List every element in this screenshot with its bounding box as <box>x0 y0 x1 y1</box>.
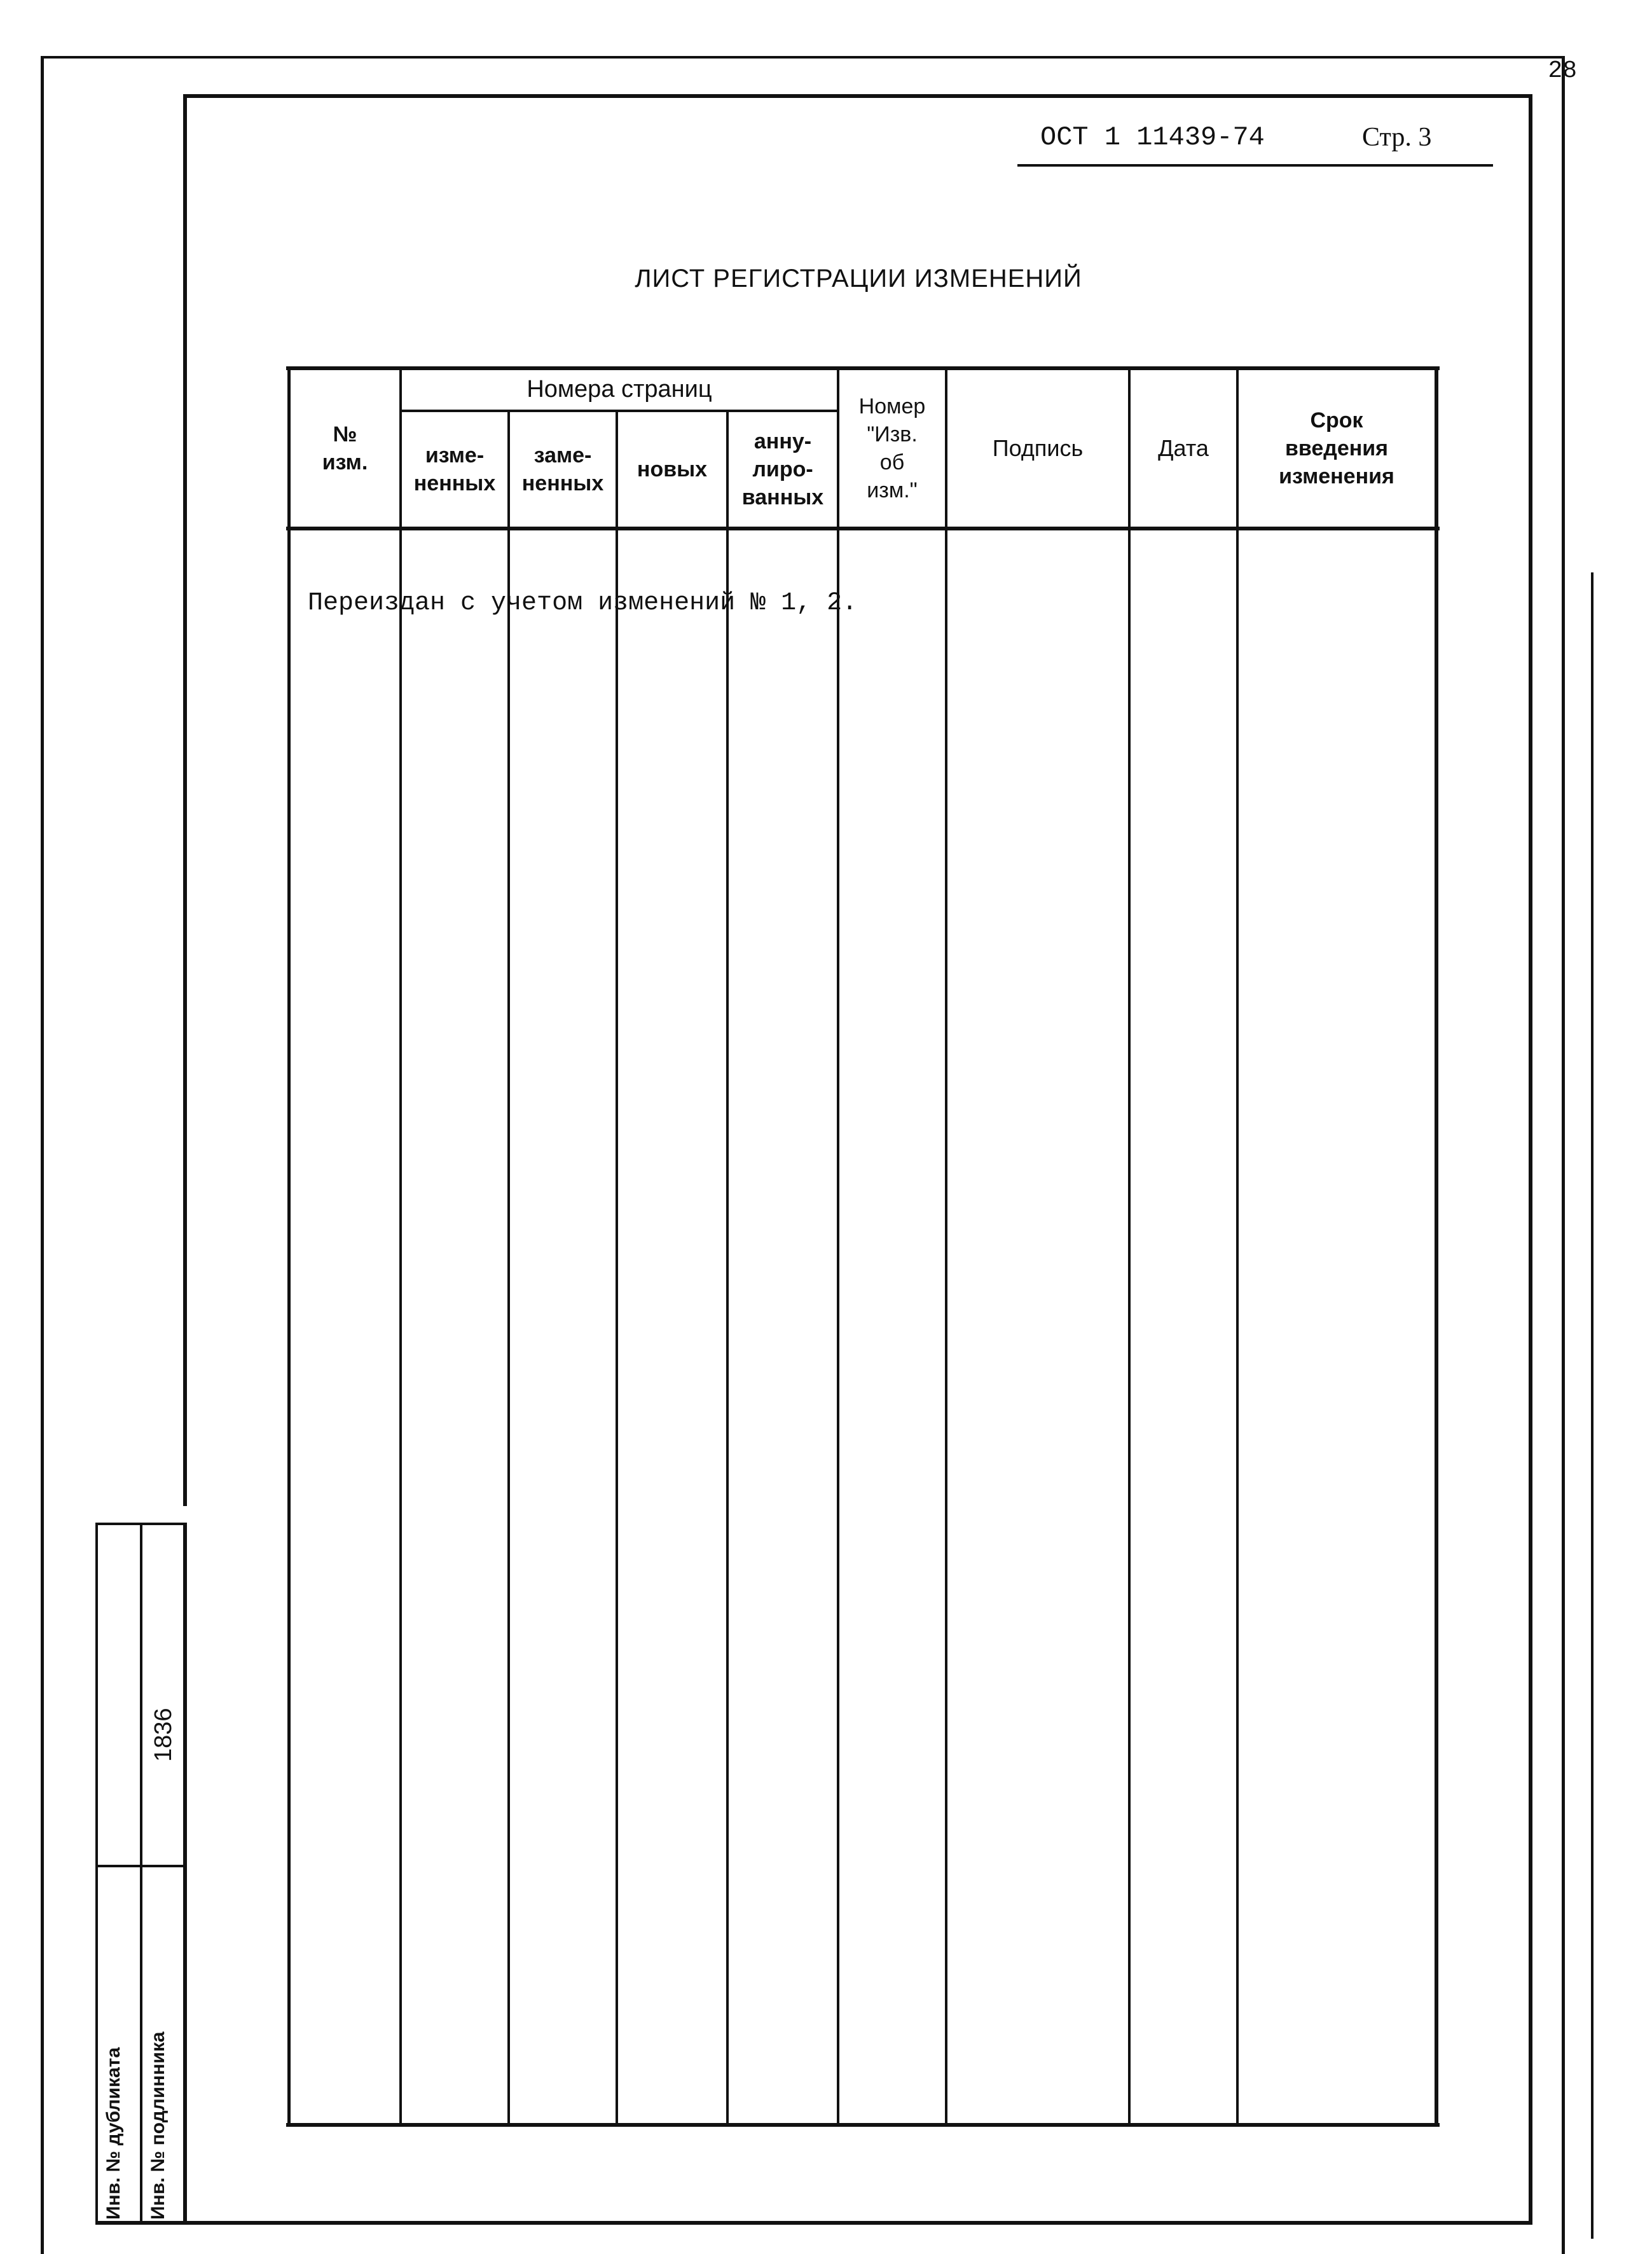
margin-rule-right <box>1591 572 1593 2239</box>
table-col-line <box>1128 366 1131 2127</box>
stamp-left <box>95 1523 98 2225</box>
table-bottom-border <box>286 2123 1440 2127</box>
header-new-pages: новых <box>637 457 708 481</box>
header-changed-pages: изме- ненных <box>413 443 496 495</box>
table-col-line <box>287 366 291 2127</box>
header-annulled-pages: анну- лиро- ванных <box>741 429 824 509</box>
outer-frame-right <box>1562 56 1565 2254</box>
inner-frame-left <box>183 94 187 1506</box>
page-number: 28 <box>1548 57 1577 85</box>
table-col-line <box>507 410 510 2127</box>
inner-frame-top <box>183 94 1530 98</box>
outer-frame-top <box>41 56 1563 59</box>
table-col-line <box>616 410 618 2127</box>
header-underline <box>1017 164 1493 167</box>
header-notice-number: Номер "Изв. об изм." <box>858 394 926 502</box>
original-inventory-label: Инв. № подлинника <box>148 2031 169 2220</box>
table-col-line <box>1435 366 1438 2127</box>
duplicate-inventory-label: Инв. № дубликата <box>103 2047 124 2220</box>
table-col-line <box>1236 366 1239 2127</box>
inner-frame-bottom <box>95 2221 1531 2225</box>
reissue-note: Переиздан с учетом изменений № 1, 2. <box>308 589 858 618</box>
header-change-number: № изм. <box>322 422 368 474</box>
header-signature: Подпись <box>992 435 1084 461</box>
table-col-line <box>399 366 402 2127</box>
page-title: ЛИСТ РЕГИСТРАЦИИ ИЗМЕНЕНИЙ <box>635 265 1082 293</box>
original-inventory-number: 1836 <box>150 1708 177 1762</box>
table-header-bottom <box>286 527 1440 530</box>
header-date: Дата <box>1158 435 1209 461</box>
inner-frame-right <box>1529 94 1532 2225</box>
table-col-line <box>837 366 839 2127</box>
stamp-right <box>183 1523 187 2225</box>
stamp-mid <box>140 1523 142 2225</box>
table-col-line <box>945 366 947 2127</box>
header-deadline: Срок введения изменения <box>1279 408 1394 488</box>
doc-code: ОСТ 1 11439-74 <box>1040 122 1265 153</box>
page-label: Стр. 3 <box>1362 123 1432 152</box>
header-pages-group: Номера страниц <box>527 376 712 403</box>
outer-frame-left <box>41 56 44 2254</box>
table-col-line <box>726 410 729 2127</box>
header-replaced-pages: заме- ненных <box>521 443 604 495</box>
